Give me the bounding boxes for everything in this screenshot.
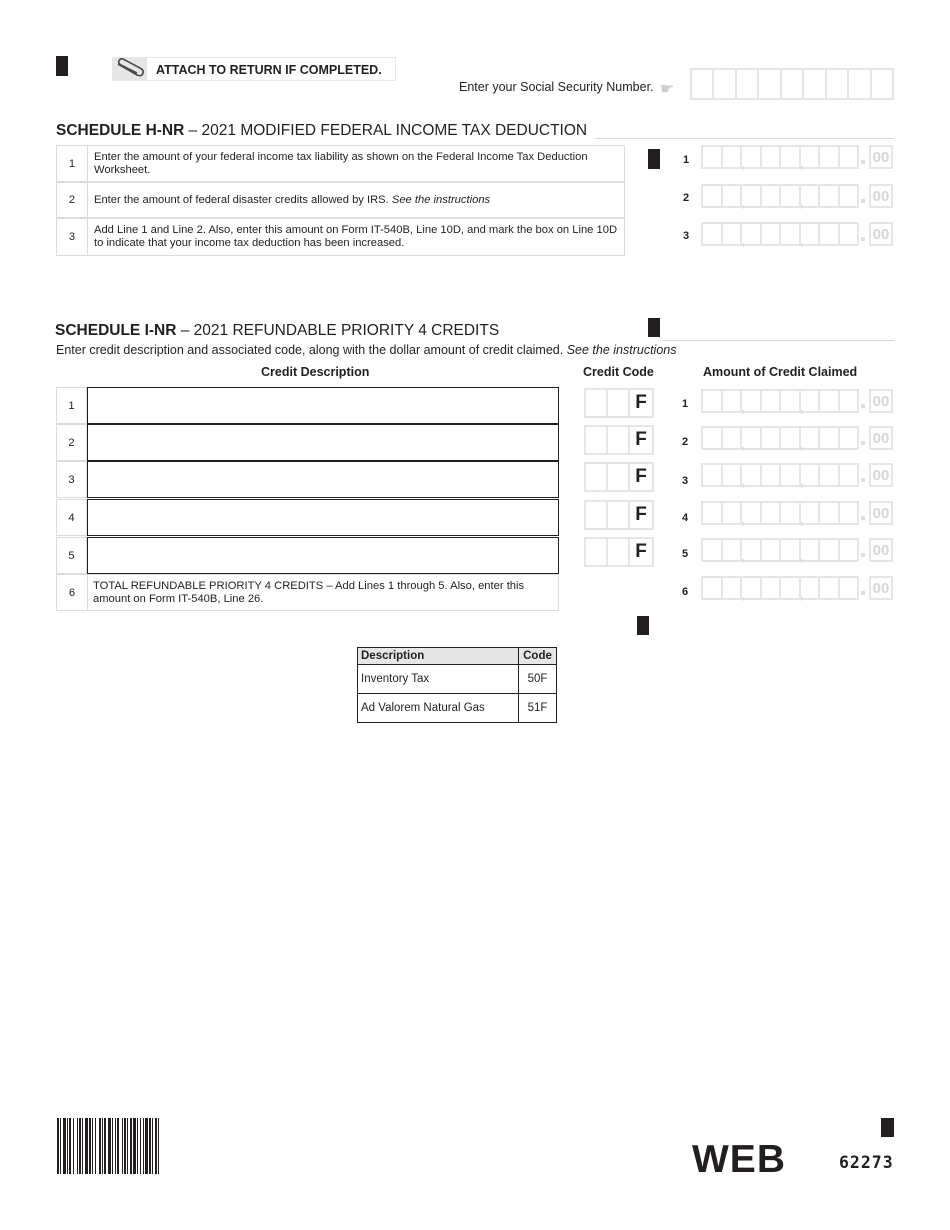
table-row	[358, 665, 557, 694]
credit-amount-label-3: 3	[681, 475, 689, 487]
registration-mark-schedule-h	[648, 149, 660, 169]
schedule-h-title	[56, 122, 587, 140]
line-3-text: Add Line 1 and Line 2. Also, enter this amount on Form IT-540B, Line 10D, and mark the box on Line 10D to indicate that your income tax deduction has been increased.	[94, 224, 618, 249]
credit-row-2	[56, 424, 559, 461]
col-credit-code: Credit Code	[583, 365, 654, 379]
schedule-h-rule	[595, 138, 894, 139]
credit-amount-total[interactable]: , , 00	[701, 574, 891, 604]
line-number: 2	[56, 424, 87, 461]
schedule-i-instructions-ref: See the instructions	[566, 343, 677, 357]
line-text	[88, 219, 624, 255]
credit-code-input-4[interactable]	[584, 500, 654, 530]
paperclip-icon	[113, 58, 147, 80]
registration-mark-top-left	[56, 56, 68, 76]
schedule-h-amount-label-2: 2	[682, 192, 690, 204]
schedule-i-title	[55, 322, 499, 340]
code-suffix: F	[635, 429, 647, 450]
line-number: 5	[56, 537, 87, 574]
credit-code-table	[357, 647, 557, 723]
ssn-input[interactable]	[690, 68, 894, 100]
form-number: 62273	[839, 1153, 894, 1172]
credit-row-1	[56, 387, 559, 424]
schedule-h-title-rest: – 2021 MODIFIED FEDERAL INCOME TAX DEDUCTION	[184, 122, 588, 139]
cents-field: 00	[869, 389, 893, 413]
credit-description-input-1[interactable]	[87, 387, 559, 424]
credit-row-4	[56, 499, 559, 536]
schedule-i-title-bold: SCHEDULE I-NR	[55, 322, 177, 339]
table-cell-code: 50F	[519, 665, 557, 694]
line-number: 1	[56, 387, 87, 424]
schedule-h-amount-1[interactable]: , , 00	[701, 143, 891, 173]
credit-description-input-5[interactable]	[87, 537, 559, 574]
ssn-label: Enter your Social Security Number.	[459, 80, 654, 94]
registration-mark-mid	[637, 616, 649, 635]
schedule-h-amount-label-3: 3	[682, 230, 690, 242]
credit-amount-label-1: 1	[681, 398, 689, 410]
schedule-h-line-2	[56, 182, 625, 218]
table-header-row	[358, 648, 557, 665]
credit-row-3	[56, 461, 559, 498]
attach-banner	[112, 57, 396, 81]
schedule-h-amount-2[interactable]: , , 00	[701, 182, 891, 212]
credit-amount-input-1[interactable]: , , 00	[701, 387, 891, 417]
credit-amount-input-4[interactable]: , , 00	[701, 499, 891, 529]
line-number: 4	[56, 499, 87, 536]
cents-field: 00	[869, 538, 893, 562]
registration-mark-bottom-right	[881, 1118, 894, 1137]
code-suffix: F	[635, 392, 647, 413]
cents-field: 00	[869, 501, 893, 525]
credit-amount-label-6: 6	[681, 586, 689, 598]
barcode	[57, 1118, 229, 1174]
col-amount-claimed: Amount of Credit Claimed	[703, 365, 858, 379]
code-suffix: F	[635, 466, 647, 487]
line-number: 6	[57, 575, 88, 610]
cents-field: 00	[869, 426, 893, 450]
credit-row-5	[56, 537, 559, 574]
schedule-h-amount-3[interactable]: , , 00	[701, 220, 891, 250]
line-2-instructions-ref: See the instructions	[391, 193, 491, 206]
line-2-text: Enter the amount of federal disaster credits allowed by IRS.	[94, 193, 392, 206]
pointing-hand-icon: ☛	[660, 81, 675, 98]
credit-description-input-2[interactable]	[87, 424, 559, 461]
line-1-text: Enter the amount of your federal income tax liability as shown on the Federal Income Tax Deduction Worksheet.	[94, 150, 588, 176]
line-number: 3	[56, 461, 87, 498]
cents-field: 00	[869, 463, 893, 487]
credit-code-input-3[interactable]	[584, 462, 654, 492]
schedule-h-title-bold: SCHEDULE H-NR	[56, 122, 185, 139]
credit-amount-label-2: 2	[681, 436, 689, 448]
schedule-i-rule	[662, 340, 894, 341]
table-cell-description: Inventory Tax	[358, 665, 519, 694]
web-label: WEB	[692, 1138, 786, 1181]
credit-description-input-3[interactable]	[87, 461, 559, 498]
schedule-h-line-3	[56, 218, 625, 256]
schedule-i-instructions	[56, 343, 677, 357]
credit-code-input-2[interactable]	[584, 425, 654, 455]
line-text	[88, 146, 624, 181]
schedule-h-amount-label-1: 1	[682, 154, 690, 166]
credit-amount-label-5: 5	[681, 548, 689, 560]
table-cell-description: Ad Valorem Natural Gas	[358, 694, 519, 723]
credit-code-input-5[interactable]	[584, 537, 654, 567]
cents-field: 00	[869, 145, 893, 169]
registration-mark-schedule-i	[648, 318, 660, 337]
credit-total-row	[56, 574, 559, 611]
credit-amount-input-5[interactable]: , , 00	[701, 536, 891, 566]
cents-field: 00	[869, 222, 893, 246]
table-header-code: Code	[519, 648, 557, 665]
credit-amount-input-3[interactable]: , , 00	[701, 461, 891, 491]
line-number: 2	[57, 183, 88, 217]
line-number: 3	[57, 219, 88, 255]
schedule-i-title-rest: – 2021 REFUNDABLE PRIORITY 4 CREDITS	[176, 322, 500, 339]
cents-field: 00	[869, 576, 893, 600]
table-row	[358, 694, 557, 723]
table-cell-code: 51F	[519, 694, 557, 723]
attach-instruction: ATTACH TO RETURN IF COMPLETED.	[156, 63, 382, 77]
col-credit-description: Credit Description	[261, 365, 370, 379]
line-text	[88, 183, 624, 217]
schedule-i-instructions-text: Enter credit description and associated code, along with the dollar amount of credit claimed.	[56, 343, 567, 357]
credit-amount-input-2[interactable]: , , 00	[701, 424, 891, 454]
total-text: TOTAL REFUNDABLE PRIORITY 4 CREDITS – Add Lines 1 through 5. Also, enter this amount on Form IT-540B, Line 26.	[93, 579, 525, 605]
table-header-description: Description	[358, 648, 519, 665]
code-suffix: F	[635, 541, 647, 562]
schedule-h-line-1	[56, 145, 625, 182]
credit-amount-label-4: 4	[681, 512, 689, 524]
code-suffix: F	[635, 504, 647, 525]
line-number: 1	[57, 146, 88, 181]
cents-field: 00	[869, 184, 893, 208]
credit-code-input-1[interactable]	[584, 388, 654, 418]
credit-description-input-4[interactable]	[87, 499, 559, 536]
